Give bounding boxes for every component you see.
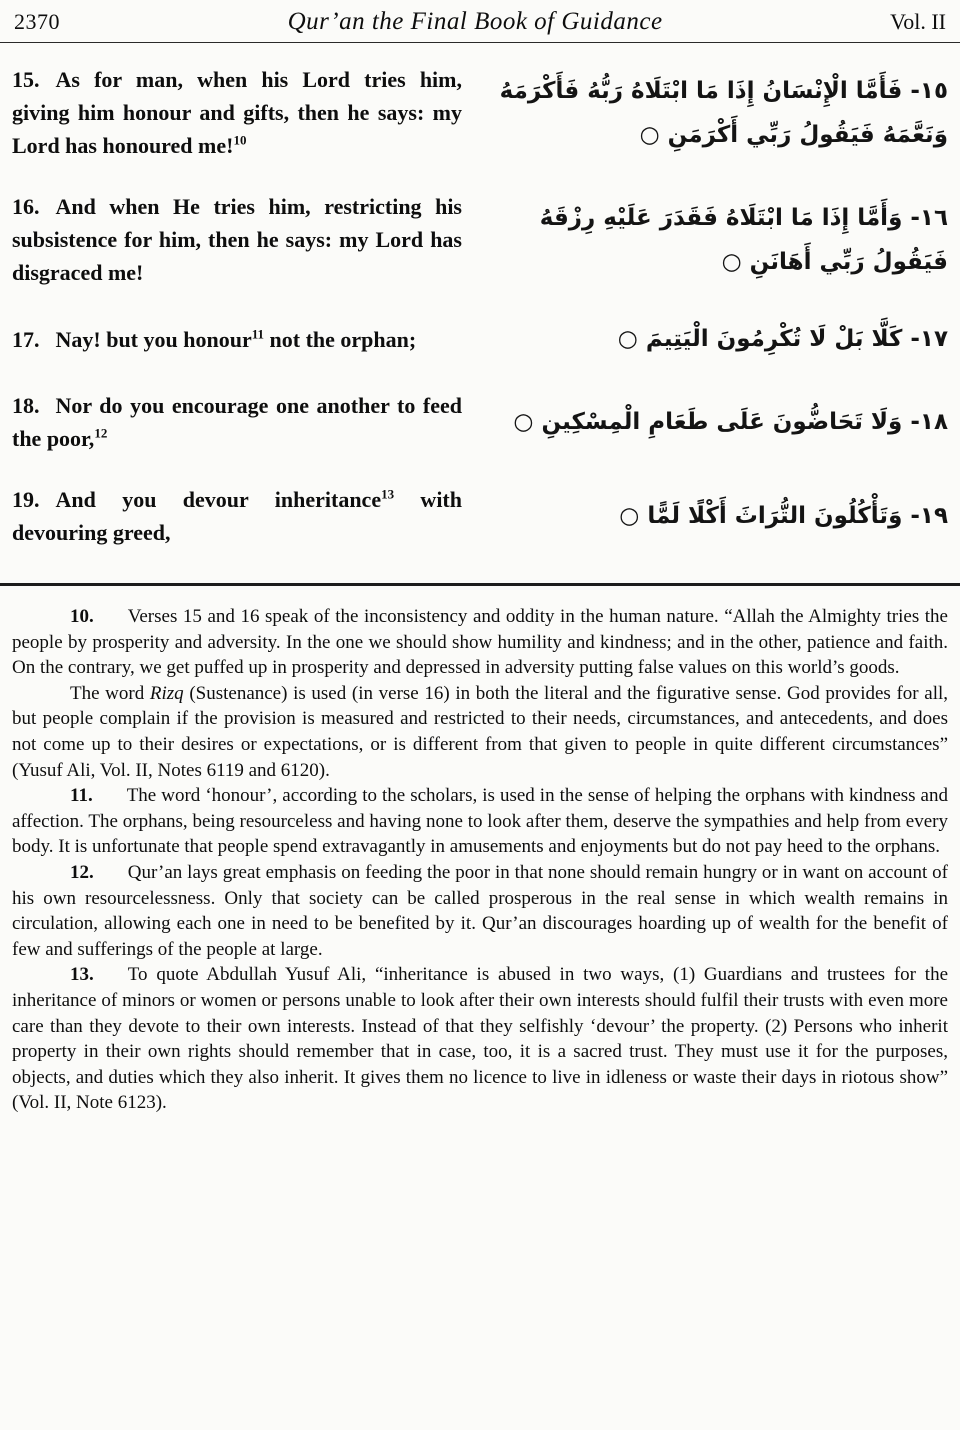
footnote-ref: 13	[381, 486, 395, 502]
verse-number: 18.	[12, 393, 40, 418]
verse-english-text	[12, 63, 462, 162]
volume-label: Vol. II	[890, 9, 946, 34]
verse-number: 17.	[12, 326, 40, 352]
footnote-text: Verses 15 and 16 speak of the inconsistency and oddity in the human nature. “Allah the Almighty tries the people by prosperity and adversity. In the one we should show humility and kindness; and in the other, patience and faith. On the contrary, we get puffed up in prosperity and depressed in adversity putting false values on this world’s goods.	[12, 606, 948, 679]
footnote-ref: 11	[251, 326, 265, 342]
verse-row-18	[12, 389, 948, 455]
footnote-paragraph	[12, 783, 948, 860]
verse-row-19	[12, 483, 948, 549]
verse-text: And you devour inheritance	[55, 487, 382, 512]
footnote-ref: 10	[233, 132, 247, 148]
verse-number: 19.	[12, 487, 40, 512]
verse-english-text	[12, 190, 462, 289]
book-title: Qur’an the Final Book of Guidance	[287, 8, 663, 35]
footnote-12	[12, 860, 948, 962]
verse-english-text	[12, 323, 462, 356]
footnote-11	[12, 783, 948, 860]
verse-text: Nor do you encourage one another to feed the poor,	[12, 393, 462, 451]
verse-text: As for man, when his Lord tries him, giving him honour and gifts, then he says: my Lord has honoured me!	[12, 67, 462, 158]
verse-row-16	[12, 190, 948, 289]
footnote-text: (Sustenance) is used (in verse 16) in both the literal and the figurative sense. God provides for all, but people complain if the provision is measured and restricted to their needs, circumstances, and antecedents, and does not come up to their desires or expectations, or is different from that given to people in quite different circumstances” (Yusuf Ali, Vol. II, Notes 6119 and 6120).	[12, 682, 948, 781]
footnote-paragraph	[12, 604, 948, 681]
verse-arabic-text: ١٧- كَلَّا بَلْ لَا تُكْرِمُونَ الْيَتِيمَ ○	[617, 326, 948, 352]
section-divider	[0, 583, 960, 586]
footnote-paragraph	[12, 860, 948, 962]
footnote-number: 13.	[70, 964, 94, 986]
verse-row-15	[12, 63, 948, 162]
verse-arabic-text: ١٥- فَأَمَّا الْإِنْسَانُ إِذَا مَا ابْتَلَاهُ رَبُّهُ فَأَكْرَمَهُ وَنَعَّمَهُ فَيَقُولُ رَبِّي أَكْرَمَنِ ○	[499, 77, 948, 148]
verse-text: not the orphan;	[264, 326, 417, 352]
verse-arabic-text: ١٨- وَلَا تَحَاضُّونَ عَلَى طَعَامِ الْمِسْكِينِ ○	[513, 409, 948, 435]
verse-english-text	[12, 483, 462, 549]
verse-number: 16.	[12, 194, 40, 219]
footnote-10	[12, 604, 948, 783]
footnote-text: The word	[70, 682, 150, 704]
verses-section	[0, 43, 960, 581]
footnote-italic-term: Rizq	[149, 682, 184, 704]
footnote-13	[12, 962, 948, 1116]
verse-text: Nay! but you honour	[55, 326, 252, 352]
footnote-paragraph	[12, 962, 948, 1116]
footnote-ref: 12	[94, 425, 108, 441]
footnote-paragraph	[12, 681, 948, 783]
verse-number: 15.	[12, 67, 40, 92]
footnote-text: Qur’an lays great emphasis on feeding the poor in that none should remain hungry or in want on account of his own resourcelessness. Only that society can be called prosperous in the real sense in which wealth remains in circulation, allowing each one in need to be benefited by it. Qur’an discourages hoarding up of wealth for the benefit of few and sufferings of the people at large.	[12, 861, 948, 960]
verse-english-text	[12, 389, 462, 455]
verse-row-17	[12, 317, 948, 361]
footnote-text: To quote Abdullah Yusuf Ali, “inheritance is abused in two ways, (1) Guardians and trustees for the inheritance of minors or women or persons unable to look after their own interests should fulfil their trusts with even more care than they devote to their own interests. Instead of that they selfishly ‘devour’ the property. (2) Persons who inherit property in their own rights should remember that in case, too, it is a sacred trust. They must use it for the purposes, objects, and duties which they also inherit. It gives them no licence to live in idleness or waste their days in riotous show” (Vol. II, Note 6123).	[12, 964, 948, 1114]
footnotes-section	[0, 596, 960, 1130]
verse-text: with devouring greed,	[12, 487, 462, 545]
footnote-number: 10.	[70, 606, 94, 627]
page-header	[0, 0, 960, 43]
verse-arabic-text: ١٦- وَأَمَّا إِذَا مَا ابْتَلَاهُ فَقَدَرَ عَلَيْهِ رِزْقَهُ فَيَقُولُ رَبِّي أَهَانَنِ ○	[539, 204, 948, 275]
footnote-number: 12.	[70, 861, 94, 883]
footnote-text: The word ‘honour’, according to the scholars, is used in the sense of helping the orphans with kindness and affection. The orphans, being resourceless and having none to look after them, deserve the sympathies and help from every body. It is unfortunate that people spend extravagantly in amusements and enjoyments but do not pay heed to the orphans.	[12, 785, 948, 858]
verse-arabic-text: ١٩- وَتَأْكُلُونَ التُّرَاثَ أَكْلًا لَمًّا ○	[619, 503, 948, 529]
page-number: 2370	[14, 9, 60, 34]
footnote-number: 11.	[70, 785, 93, 807]
verse-text: And when He tries him, restricting his subsistence for him, then he says: my Lord has disgraced me!	[12, 194, 462, 285]
